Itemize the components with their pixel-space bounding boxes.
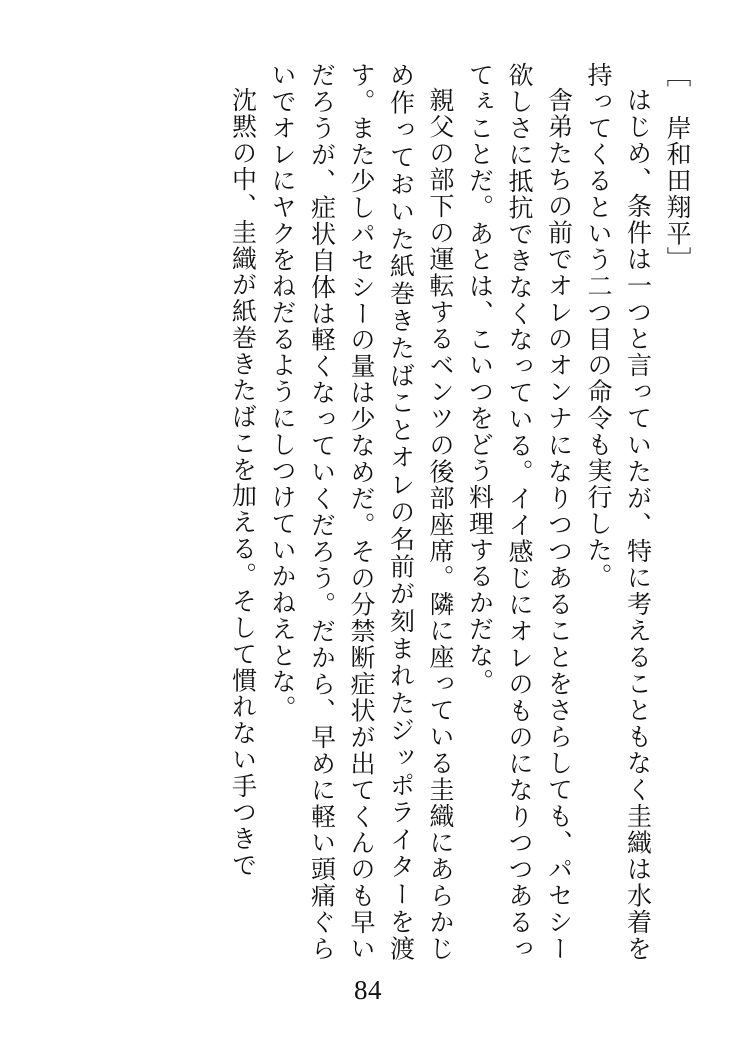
paragraph-3: 親父の部下の運転するベンツの後部座席。隣に座っている圭織にあらかじめ作っておいた紙巻きたばことオレの名前が刻まれたジッポライターを渡す。また少しパセシーの量は少なめだ。その分禁断症状が出てくんのも早いだろうが、症状自体は軽くなっていくだろう。だから、早めに軽い頭痛ぐらいでオレにヤクをねだるようにしつけていかねえとな。: [268, 62, 453, 963]
speaker-tag: ［ 岸和田翔平］: [663, 62, 690, 273]
paragraph-4: 沈黙の中、圭織が紙巻きたばこを加える。そして慣れない手つきで: [228, 87, 256, 879]
page-number: 84: [353, 975, 383, 1005]
paragraph-2: 舎弟たちの前でオレのオンナになりつつあることをさらしても、パセシー欲しさに抵抗できなくなっている。イイ感じにオレのものになりつつあるってぇことだ。あとは、こいつをどう料理するかだな。: [465, 62, 572, 962]
vertical-text-body: [56, 62, 696, 962]
paragraph-1: はじめ、条件は一つと言っていたが、特に考えることもなく圭織は水着を持ってくるという二つ目の命令も実行した。: [584, 62, 651, 962]
